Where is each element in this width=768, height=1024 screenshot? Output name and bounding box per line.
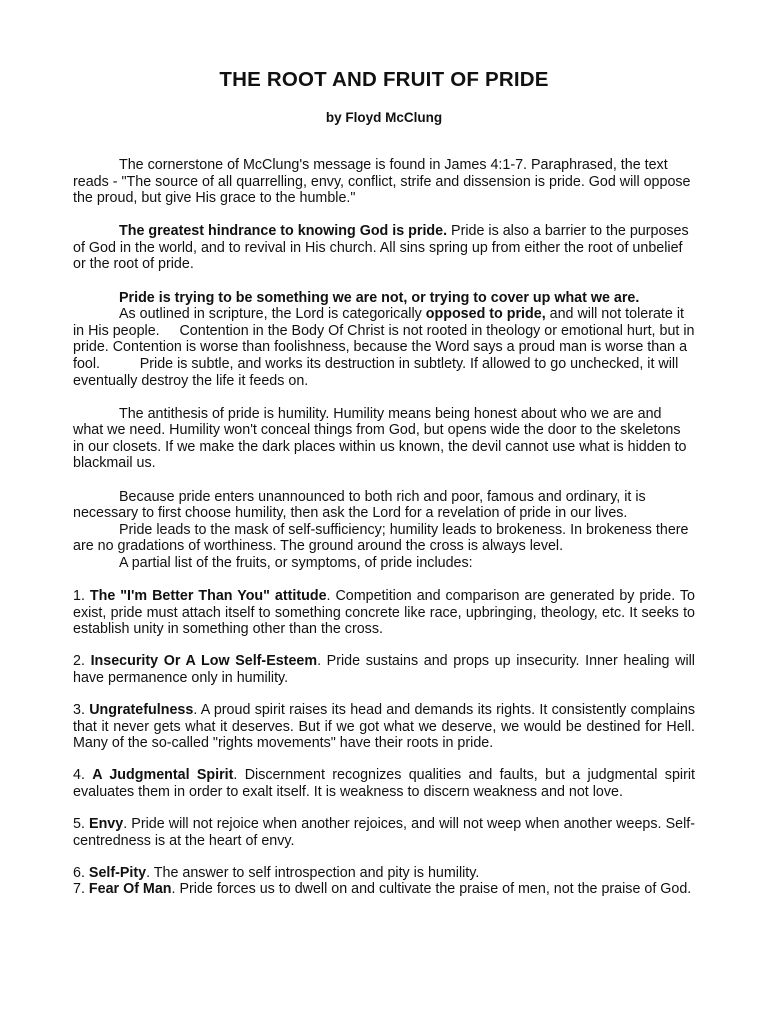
list-item bbox=[73, 588, 695, 638]
paragraph-intro: The cornerstone of McClung's message is found in James 4:1-7. Paraphrased, the text reads - "The source of all quarrelling, envy, conflict, strife and dissension is pride. God will oppose the proud, but give His grace to the humble." bbox=[73, 157, 691, 207]
paragraph-humility: Because pride enters unannounced to both rich and poor, famous and ordinary, it is necessary to first choose humility, then ask the Lord for a revelation of pride in our lives. bbox=[73, 488, 646, 522]
author-byline: by Floyd McClung bbox=[325, 110, 443, 125]
bold-phrase: opposed to pride, bbox=[425, 306, 546, 323]
list-item-heading: Fear Of Man bbox=[88, 881, 172, 898]
list-item bbox=[73, 767, 695, 800]
list-item-text: . The answer to self introspection and pity is humility. bbox=[146, 864, 480, 881]
list-item-text: . Discernment recognizes qualities and faults, but a judgmental spirit evaluates them in order to exalt itself. It is weakness to discern weakness and not love. bbox=[73, 767, 695, 800]
list-item-text: . Pride forces us to dwell on and cultivate the praise of men, not the praise of God. bbox=[171, 881, 692, 898]
list-number: 5. bbox=[73, 815, 90, 832]
list-item bbox=[73, 702, 695, 752]
list-item-text: . Pride will not rejoice when another rejoices, and will not weep when another weeps. Self-centredness is at the heart of envy. bbox=[73, 815, 695, 849]
paragraph-text: As outlined in scripture, the Lord is categorically bbox=[119, 306, 426, 323]
list-number: 7. bbox=[73, 881, 89, 898]
list-number: 4. bbox=[73, 767, 93, 784]
list-item bbox=[73, 881, 695, 898]
list-item bbox=[73, 816, 695, 849]
list-item-heading: The "I'm Better Than You" attitude bbox=[89, 587, 327, 604]
list-item-text: . A proud spirit raises its head and demands its rights. It consistently complains that it never gets what it deserves. But if we got what we deserve, we would be destined for Hell. Many of the so-called "rights movements" have their roots in pride. bbox=[73, 701, 695, 752]
list-item bbox=[73, 865, 695, 882]
document-title: THE ROOT AND FRUIT OF PRIDE bbox=[219, 68, 549, 91]
list-item-text: . Competition and comparison are generated by pride. To exist, pride must attach itself to something concrete like race, upbringing, theology, etc. It seeks to establish unity in something other than the cross. bbox=[73, 587, 695, 638]
paragraph-text: and will not tolerate it in His people. Contention in the Body Of Christ is not rooted in theology or emotional hurt, but in pride. Contention is worse than foolishness, because the Word says a proud man is worse than a fool. Pride is subtle, and works its destruction in subtlety. If allowed to go unchecked, it will eventually destroy the life it feeds on. bbox=[73, 306, 695, 389]
list-item-heading: Ungratefulness bbox=[89, 701, 194, 718]
list-item-heading: Insecurity Or A Low Self-Esteem bbox=[90, 653, 318, 670]
paragraph-opposed bbox=[73, 306, 695, 389]
paragraph-brokeness: Pride leads to the mask of self-sufficiency; humility leads to brokeness. In brokeness there are no gradations of worthiness. The ground around the cross is always level. bbox=[73, 521, 689, 555]
paragraph-text: Pride is also a barrier to the purposes of God in the world, and to revival in His church. All sins spring up from either the root of unbelief or the root of pride. bbox=[73, 223, 689, 273]
list-number: 2. bbox=[73, 653, 91, 670]
list-number: 3. bbox=[73, 701, 90, 718]
bold-statement: The greatest hindrance to knowing God is pride. bbox=[119, 223, 448, 240]
paragraph-definition-heading bbox=[73, 290, 695, 307]
bold-statement: Pride is trying to be something we are not, or trying to cover up what we are. bbox=[119, 289, 640, 306]
list-number: 1. bbox=[73, 587, 90, 604]
list-item-text: . Pride sustains and props up insecurity. Inner healing will have permanence only in humility. bbox=[73, 653, 695, 686]
paragraph-antithesis: The antithesis of pride is humility. Humility means being honest about who we are and what we need. Humility won't conceal things from God, but opens wide the door to the skeletons in our closets. If we make the dark places within us known, the devil cannot use what is hidden to blackmail us. bbox=[73, 405, 687, 472]
paragraph-hindrance bbox=[73, 223, 695, 273]
list-item bbox=[73, 653, 695, 686]
list-item-heading: Envy bbox=[89, 815, 124, 832]
paragraph-list-intro: A partial list of the fruits, or symptoms, of pride includes: bbox=[119, 554, 473, 571]
list-item-heading: A Judgmental Spirit bbox=[92, 767, 234, 784]
document-body bbox=[73, 157, 695, 898]
list-item-heading: Self-Pity bbox=[88, 864, 147, 881]
list-number: 6. bbox=[73, 864, 89, 881]
